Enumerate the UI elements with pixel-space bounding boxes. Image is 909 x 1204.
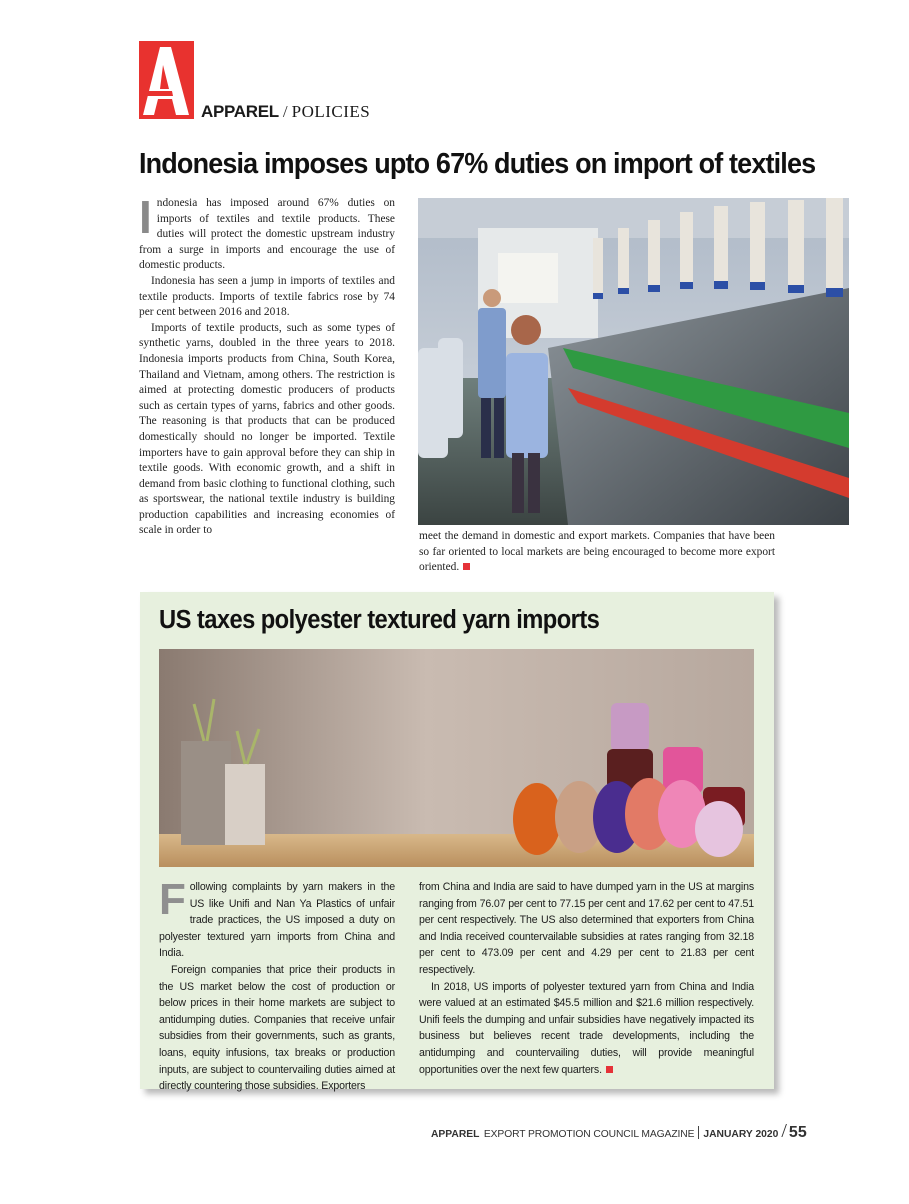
end-mark-icon [606,1066,613,1073]
footer-slash: / [781,1120,787,1142]
yarn-spools-photo [159,649,754,867]
sidebar-column-2 [419,879,754,1078]
article-paragraph: meet the demand in domestic and export markets. Companies that have been so far oriented to local markets are being encouraged to become more export oriented. [419,530,775,574]
article-paragraph: Indonesia has imposed around 67% duties on imports of textiles and textile products. These duties will protect the domestic upstream industry from a surge in imports and encourage the use of domestic products. [139,191,395,272]
sidebar-paragraph: Following complaints by yarn makers in the US like Unifi and Nan Ya Plastics of unfair trade practices, the US imposed a duty on polyester textured yarn imports from China and India. [159,875,395,960]
end-mark-icon [463,563,470,570]
sidebar-paragraph: In 2018, US imports of polyester textured yarn from China and India were valued at an estimated $45.5 million and $21.6 million respectively. Unifi feels the dumping and unfair subsidies have negatively impacted its business but believes recent trade developments, including the antidumping and countervailing duties, will provide meaningful opportunities over the next few quarters. [419,980,754,1076]
sidebar-paragraph: from China and India are said to have dumped yarn in the US at margins ranging from 76.07 per cent to 77.15 per cent and 17.62 per cent to 47.51 per cent respectively. The US also determined that exporters from China and India received countervailable subsidies at rates ranging from 32.18 per cent to 473.09 per cent and 4.29 per cent to 21.83 per cent respectively. [419,881,754,976]
article-paragraph: Imports of textile products, such as some types of synthetic yarns, doubled in the three years to 2018. Indonesia imports products from China, South Korea, Thailand and Vietnam, among others. The restriction is aimed at protecting domestic producers of products such as certain types of yarns, fabrics and other goods. The reasoning is that products that can be produced domestically should no longer be imported. Textile importers have to gain approval before they can ship in textile goods. With economic growth, and a shift in demand from basic clothing to functional clothing, such as sportswear, the national textile industry is building production capabilities and increasing economies of scale in order to [139,321,395,537]
sidebar-paragraph: Foreign companies that price their products in the US market below the cost of production or below prices in their home markets are subject to antidumping duties. Companies that receive unfair subsidies from their governments, such as grants, loans, equity infusions, tax breaks or production inputs, are subject to countervailing duties aimed at directly countering those subsidies. Exporters [159,963,395,1093]
page-footer [431,1120,807,1143]
section-sub: POLICIES [291,102,371,121]
textile-factory-photo [418,198,849,525]
drop-cap: F [159,875,186,924]
footer-brand: APPAREL [431,1129,480,1140]
page-number: 55 [788,1124,807,1141]
article-column-1 [139,191,395,539]
footer-divider [698,1126,699,1139]
sidebar-column-1 [159,875,395,1095]
section-heading [201,102,370,122]
article-headline: Indonesia imposes upto 67% duties on import of textiles [139,148,816,180]
section-main: APPAREL [201,102,279,121]
footer-issue: JANUARY 2020 [703,1129,779,1140]
section-separator: / [282,102,288,121]
sidebar-title: US taxes polyester textured yarn imports [159,606,600,634]
article-column-2 [419,529,775,576]
drop-cap: I [139,191,152,243]
footer-magazine: EXPORT PROMOTION COUNCIL MAGAZINE [483,1129,695,1140]
magazine-logo [139,41,194,119]
article-paragraph: Indonesia has seen a jump in imports of textiles and textile products. Imports of textile fabrics rose by 74 per cent between 2016 and 2018. [139,274,395,319]
